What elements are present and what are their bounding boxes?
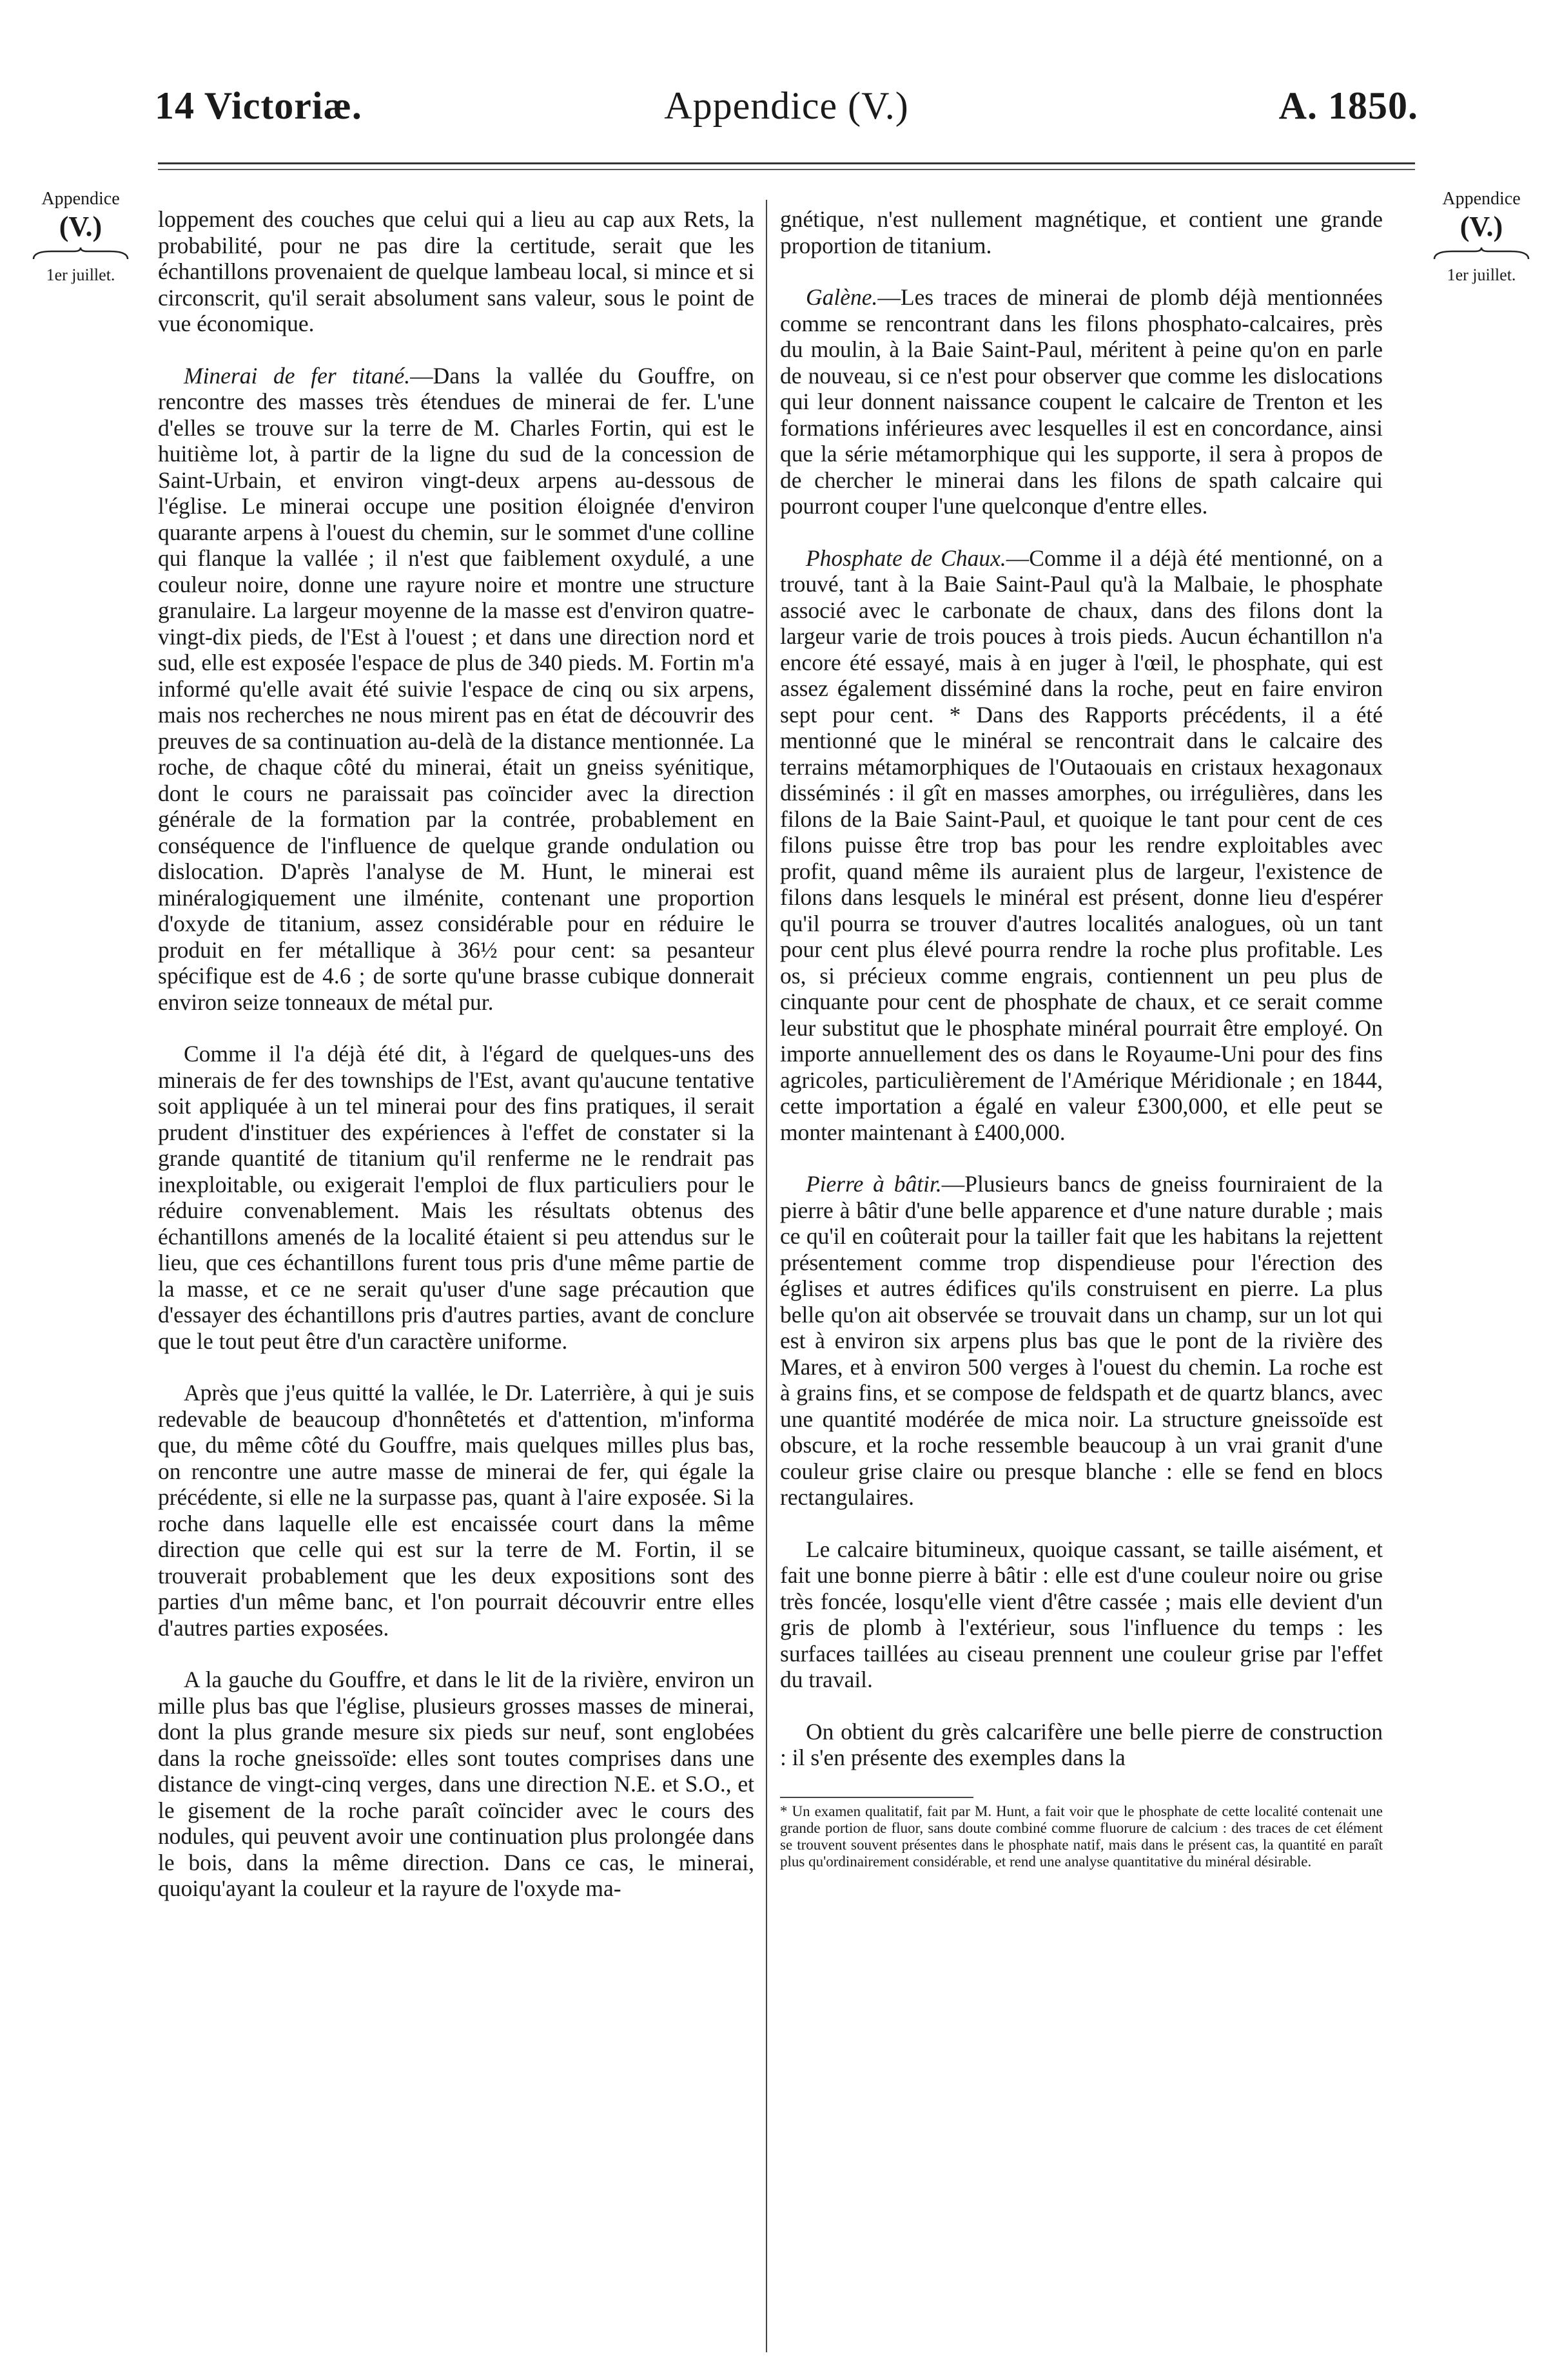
- section-title: Phosphate de Chaux.: [806, 545, 1006, 571]
- left-column: [158, 206, 754, 1902]
- header-session: 14 Victoriæ.: [155, 84, 362, 127]
- column-divider: [766, 200, 767, 2352]
- right-margin-title: Appendice: [1442, 189, 1521, 209]
- left-brace-icon: [32, 246, 129, 260]
- section-title: Galène.: [806, 284, 878, 310]
- right-margin-note: [1417, 188, 1546, 286]
- paragraph: Galène.—Les traces de minerai de plomb déjà mentionnées comme se rencontrant dans les filons phosphato-calcaires, près du moulin, à la Baie Saint-Paul, méritent à peine qu'on en parle de nouveau, si ce n'est pour observer que comme les dislocations qui leur donnent naissance coupent le calcaire de Trenton et les formations inférieures avec lesquelles il est en concordance, ainsi que la série métamorphique qui les supporte, il sera à propos de de chercher le minerai dans les filons de spath calcaire qui pourront couper l'une quelconque d'entre elles.: [780, 284, 1383, 519]
- paragraph: gnétique, n'est nullement magnétique, et contient une grande proportion de titanium.: [780, 206, 1383, 258]
- paragraph: A la gauche du Gouffre, et dans le lit de la rivière, environ un mille plus bas que l'église, plusieurs grosses masses de minerai, dont la plus grande mesure six pieds sur neuf, sont englobées dans la roche gneissoïde: elles sont toutes comprises dans une distance de vingt-cinq verges, dans une direction N.E. et S.O., et le gisement de la roche paraît coïncider avec le cours des nodules, qui peuvent avoir une continuation plus prolongée dans le bois, dans la même direction. Dans ce cas, le minerai, quoiqu'ayant la couleur et la rayure de l'oxyde ma-: [158, 1667, 754, 1901]
- paragraph: Minerai de fer titané.—Dans la vallée du Gouffre, on rencontre des masses très étendues de minerai de fer. L'une d'elles se trouve sur la terre de M. Charles Fortin, qui est le huitième lot, à partir de la ligne du sud de la concession de Saint-Urbain, et environ vingt-deux arpens au-dessous de l'église. Le minerai occupe une position éloignée d'environ quarante arpens à l'ouest du chemin, sur le sommet d'une colline qui flanque la vallée ; il n'est que faiblement oxydulé, a une couleur noire, donne une rayure noire et montre une structure granulaire. La largeur moyenne de la masse est d'environ quatre-vingt-dix pieds, de l'Est à l'ouest ; et dans une direction nord et sud, elle est exposée l'espace de plus de 340 pieds. M. Fortin m'a informé qu'elle avait été suivie l'espace de cinq ou six arpens, mais nos recherches ne nous mirent pas en état de découvrir des preuves de sa continuation au-delà de la distance mentionnée. La roche, de chaque côté du minerai, était un gneiss syénitique, dont le cours ne paraissait pas coïncider avec la direction générale de la formation par la contrée, probablement en conséquence de l'influence de quelque grande ondulation ou dislocation. D'après l'analyse de M. Hunt, le minerai est minéralogiquement une ilménite, contenant une proportion d'oxyde de titanium, assez considérable pour en réduire le produit en fer métallique à 36½ pour cent: sa pesanteur spécifique est de 4.6 ; de sorte qu'une brasse cubique donnerait environ seize tonneaux de métal pur.: [158, 362, 754, 1015]
- page-header: [155, 84, 1418, 142]
- right-margin-date: 1er juillet.: [1447, 266, 1516, 284]
- footnote-rule: [780, 1797, 973, 1798]
- header-title: Appendice (V.): [664, 84, 909, 127]
- header-year: A. 1850.: [1278, 84, 1418, 127]
- left-margin-date: 1er juillet.: [46, 266, 115, 284]
- left-margin-note: [16, 188, 145, 286]
- section-title: Minerai de fer titané.: [184, 362, 411, 389]
- paragraph: Phosphate de Chaux.—Comme il a déjà été mentionné, on a trouvé, tant à la Baie Saint-Paul qu'à la Malbaie, le phosphate associé avec le carbonate de chaux, dans des filons dont la largeur varie de trois pouces à trois pieds. Aucun échantillon n'a encore été essayé, mais à en juger à l'œil, le phosphate, qui est assez également disséminé dans la roche, peut en faire environ sept pour cent. * Dans des Rapports précédents, il a été mentionné que le minéral se rencontrait dans le calcaire des terrains métamorphiques de l'Outaouais en cristaux hexagonaux disséminés : il gît en masses amorphes, ou irrégulières, dans les filons de la Baie Saint-Paul, et quoique le tant pour cent de ces filons puisse être trop bas pour les rendre exploitables avec profit, quand même ils auraient plus de largeur, l'existence de filons dans lesquels le minéral est présent, donne lieu d'espérer qu'il pourra se trouver d'autres localités analogues, où un tant pour cent plus élevé pourra rendre la roche plus profitable. Les os, si précieux comme engrais, contiennent un peu plus de cinquante pour cent de phosphate de chaux, et ce serait comme leur substitut que le phosphate minéral pourrait être employé. On importe annuellement des os dans le Royaume-Uni pour des fins agricoles, particulièrement de l'Amérique Méridionale ; en 1844, cette importation a égalé en valeur £300,000, et elle peut se monter maintenant à £400,000.: [780, 545, 1383, 1145]
- paragraph: Pierre à bâtir.—Plusieurs bancs de gneiss fourniraient de la pierre à bâtir d'une belle apparence et d'une nature durable ; mais ce qu'il en coûterait pour la tailler fait que les habitans la rejettent présentement comme trop dispendieuse pour l'érection des églises et autres édifices qu'ils construisent en pierre. La plus belle qu'on ait observée se trouvait dans un champ, sur un lot qui est à environ six arpens plus bas que le pont de la rivière des Mares, et à environ 500 verges à l'ouest du chemin. La roche est à grains fins, et se compose de feldspath et de quartz blancs, avec une quantité modérée de mica noir. La structure gneissoïde est obscure, et la roche ressemble beaucoup à un vrai granit d'une couleur grise claire ou presque blanche : elle se fend en blocs rectangulaires.: [780, 1171, 1383, 1510]
- right-margin-number: (V.): [1459, 211, 1503, 242]
- paragraph: Après que j'eus quitté la vallée, le Dr. Laterrière, à qui je suis redevable de beaucoup d'honnêtetés et d'attention, m'informa que, du même côté du Gouffre, mais quelques milles plus bas, on rencontre une autre masse de minerai de fer, qui égale la précédente, si elle ne la surpasse pas, quant à l'aire exposée. Si la roche dans laquelle elle est encaissée court dans la même direction que celle qui est sur la terre de M. Fortin, il se trouverait probablement que les deux expositions sont des parties d'un même banc, et l'on pourrait découvrir entre elles d'autres parties exposées.: [158, 1380, 754, 1641]
- paragraph: Le calcaire bitumineux, quoique cassant, se taille aisément, et fait une bonne pierre à bâtir : elle est d'une couleur noire ou grise très foncée, losqu'elle vient d'être cassée ; mais elle devient d'un gris de plomb à l'extérieur, sous l'influence du temps : les surfaces taillées au ciseau prennent une couleur grise par l'effet du travail.: [780, 1536, 1383, 1692]
- paragraph: loppement des couches que celui qui a lieu au cap aux Rets, la probabilité, pour ne pas dire la certitude, serait que les échantillons provenaient de quelque lambeau local, si mince et si circonscrit, qu'il serait absolument sans valeur, sous le point de vue économique.: [158, 206, 754, 336]
- right-brace-icon: [1433, 246, 1530, 260]
- left-margin-number: (V.): [59, 211, 103, 242]
- section-title: Pierre à bâtir.: [806, 1171, 942, 1197]
- footnote: * Un examen qualitatif, fait par M. Hunt, a fait voir que le phosphate de cette localité contenait une grande portion de fluor, sans doute combiné comme fluorure de calcium : des traces de cet élément se trouvent souvent présentes dans le phosphate natif, mais dans le présent cas, la quantité en paraît plus qu'ordinairement considérable, et rend une analyse quantitative du minéral désirable.: [780, 1803, 1383, 1870]
- left-margin-title: Appendice: [41, 189, 120, 209]
- header-rule-top: [158, 162, 1415, 164]
- paragraph: On obtient du grès calcarifère une belle pierre de construction : il s'en présente des exemples dans la: [780, 1718, 1383, 1770]
- paragraph: Comme il l'a déjà été dit, à l'égard de quelques-uns des minerais de fer des townships de l'Est, avant qu'aucune tentative soit appliquée à un tel minerai pour des fins pratiques, il serait prudent d'instituer des expériences à l'effet de constater si la grande quantité de titanium qu'il renferme ne le rendrait pas inexploitable, ou exigerait l'emploi de flux particuliers pour le réduire convenablement. Mais les résultats obtenus des échantillons amenés de la localité étaient si peu attendus sur le lieu, que ces échantillons furent tous pris d'une même partie de la masse, et ce ne serait qu'user d'une sage précaution que d'essayer des échantillons pris d'autres parties, avant de conclure que le tout peut être d'un caractère uniforme.: [158, 1041, 754, 1354]
- header-rule-bottom: [158, 169, 1415, 170]
- right-column: [780, 206, 1383, 1870]
